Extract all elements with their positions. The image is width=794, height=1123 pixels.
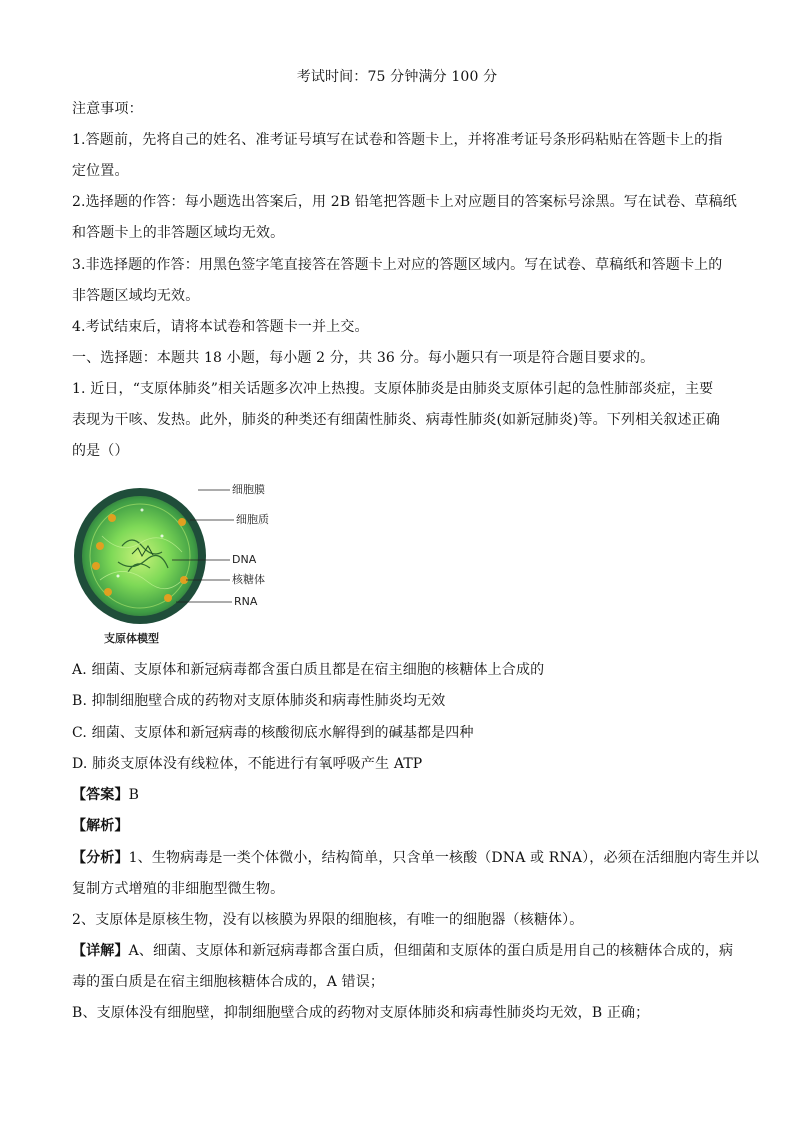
ribosome-dot bbox=[164, 594, 172, 602]
notice-item-1-cont: 定位置。 bbox=[72, 163, 129, 179]
section-heading: 一、选择题：本题共 18 小题，每小题 2 分，共 36 分。每小题只有一项是符合题目要求的。 bbox=[72, 350, 655, 366]
mycoplasma-model-figure bbox=[72, 476, 302, 648]
label-ribosome: 核糖体 bbox=[232, 573, 265, 586]
exam-time-info: 考试时间：75 分钟满分 100 分 bbox=[296, 69, 498, 85]
question-1-stem: 1. 近日，“支原体肺炎”相关话题多次冲上热搜。支原体肺炎是由肺炎支原体引起的急性肺部炎症，主要 bbox=[72, 381, 714, 397]
analysis-heading bbox=[72, 817, 724, 835]
question-1-stem-end: 的是（） bbox=[72, 443, 129, 459]
notice-item-2: 2.选择题的作答：每小题选出答案后，用 2B 铅笔把答题卡上对应题目的答案标号涂黑。写在试卷、草稿纸 bbox=[72, 194, 737, 210]
fenxi-tag: 【分析】 bbox=[72, 850, 129, 866]
answer-tag: 【答案】 bbox=[72, 787, 129, 803]
answer-line bbox=[72, 786, 724, 804]
notice-title: 注意事项： bbox=[72, 101, 143, 117]
label-cytoplasm: 细胞质 bbox=[236, 513, 269, 526]
fenxi-text: 1、生物病毒是一类个体微小，结构简单，只含单一核酸（DNA 或 RNA），必须在活细胞内寄生并以 bbox=[128, 850, 760, 866]
option-d: D. 肺炎支原体没有线粒体，不能进行有氧呼吸产生 ATP bbox=[72, 756, 423, 772]
figure-caption: 支原体模型 bbox=[104, 632, 159, 645]
analysis-fenxi-cont: 复制方式增殖的非细胞型微生物。 bbox=[72, 881, 285, 897]
ribosome-dot bbox=[92, 562, 100, 570]
notice-item-1: 1.答题前，先将自己的姓名、准考证号填写在试卷和答题卡上，并将准考证号条形码粘贴在答题卡上的指 bbox=[72, 132, 723, 148]
option-b: B. 抑制细胞壁合成的药物对支原体肺炎和病毒性肺炎均无效 bbox=[72, 693, 446, 709]
notice-item-2-cont: 和答题卡上的非答题区域均无效。 bbox=[72, 225, 285, 241]
label-dna: DNA bbox=[232, 553, 257, 566]
question-1-stem-cont: 表现为干咳、发热。此外，肺炎的种类还有细菌性肺炎、病毒性肺炎(如新冠肺炎)等。下列相关叙述正确 bbox=[72, 412, 720, 428]
analysis-fenxi bbox=[72, 849, 760, 867]
ribosome-dot bbox=[178, 518, 186, 526]
xiangjie-tag: 【详解】 bbox=[72, 943, 129, 959]
analysis-xiangjie-cont: 毒的蛋白质是在宿主细胞核糖体合成的，A 错误； bbox=[72, 974, 385, 990]
label-rna: RNA bbox=[234, 595, 258, 608]
option-c: C. 细菌、支原体和新冠病毒的核酸彻底水解得到的碱基都是四种 bbox=[72, 725, 474, 741]
ribosome-dot bbox=[96, 542, 104, 550]
analysis-tag: 【解析】 bbox=[72, 818, 129, 834]
answer-value: B bbox=[128, 787, 140, 803]
label-cell-membrane: 细胞膜 bbox=[232, 483, 265, 496]
cell-body bbox=[82, 496, 198, 616]
analysis-xiangjie-b: B、支原体没有细胞壁，抑制细胞壁合成的药物对支原体肺炎和病毒性肺炎均无效，B 正确； bbox=[72, 1005, 650, 1021]
notice-item-3-cont: 非答题区域均无效。 bbox=[72, 288, 200, 304]
ribosome-dot bbox=[108, 514, 116, 522]
analysis-xiangjie bbox=[72, 942, 734, 960]
option-a: A. 细菌、支原体和新冠病毒都含蛋白质且都是在宿主细胞的核糖体上合成的 bbox=[72, 662, 545, 678]
notice-item-3: 3.非选择题的作答：用黑色签字笔直接答在答题卡上对应的答题区域内。写在试卷、草稿纸和答题卡上的 bbox=[72, 257, 723, 273]
ribosome-dot bbox=[104, 588, 112, 596]
xiangjie-text: A、细菌、支原体和新冠病毒都含蛋白质，但细菌和支原体的蛋白质是用自己的核糖体合成的，病 bbox=[128, 943, 734, 959]
notice-item-4: 4.考试结束后，请将本试卷和答题卡一并上交。 bbox=[72, 319, 369, 335]
analysis-fenxi-item-2: 2、支原体是原核生物，没有以核膜为界限的细胞核，有唯一的细胞器（核糖体）。 bbox=[72, 912, 584, 928]
mycoplasma-cell-illustration bbox=[72, 476, 302, 648]
